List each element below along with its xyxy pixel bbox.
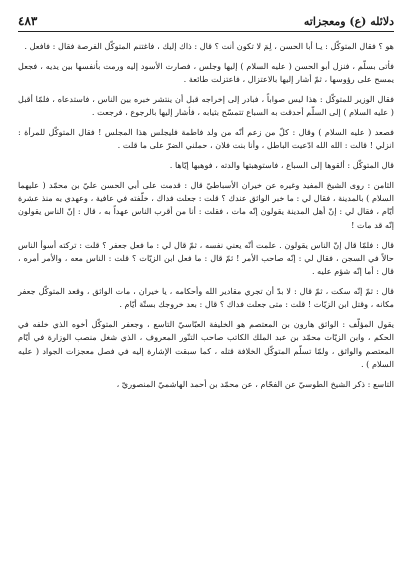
header-rule [18, 31, 394, 32]
paragraph: فقال الوزير للمتوكّل : هذا ليس صواباً ، فبادر إلى إخراجه قبل أن ينتشر خبره بين الناس ، فاستدعاه ، فلمّا أقبل ( عليه السلام ) إلى السلّم أحدقت به السباع تتمسّح بثيابه ، فأشار إليها بالرجوع ، فرجعت . [18, 93, 394, 118]
paragraph: قال المتوكّل : ألقوها إلى السباع ، فاستوهبتها والدته ، فوهبها إيّاها . [169, 160, 394, 171]
paragraph: فصعد ( عليه السلام ) وقال : كلّ من زعم أنّه من ولد فاطمة فليجلس هذا المجلس ! فقال المتوكّل للمرأة : انزلي ! قالت : الله الله ادّعيت الباطل ، وأنا بنت فلان ، حملني الضرّ على ما قلت . [18, 126, 394, 151]
paragraph: قال : فلمّا قال إنّ الناس يقولون . علمت أنّه يعني نفسه ، ثمّ قال لي : ما فعل جعفر ؟ قلت : تركته أسوأ الناس حالاً في السجن ، فقال لي : إنّه صاحب الأمر ! ثمّ قال : ما فعل ابن الزيّات ؟ قلت : الناس معه ، والأمر أمره ، قال : أما إنّه شؤم عليه . [18, 239, 394, 277]
paragraph: فأتى بسلّم ، فنزل أبو الحسن ( عليه السلام ) إليها وجلس ، فصارت الأسود إليه ورمت بأنفسها بين يديه ، فجعل يمسح على رؤوسها ، ثمّ أشار إليها بالاعتزال ، فاعتزلت طائعة . [18, 60, 394, 85]
paragraph: هو ؟ فقال المتوكّل : يـا أبا الحسن ، لِمَ لا تكون أنت ؟ قال : ذاك إليك ، فاغتنم المتوكّل الفرصة فقال : فافعل . [24, 41, 394, 51]
page-number: ٤٨٣ [18, 14, 38, 28]
paragraph: قال : ثمّ إنّه سكت ، ثمّ قال : لا بدّ أن تجري مقادير الله وأحكامه ، يا خيران ، مات الواثق ، وقعد المتوكّل جعفر مكانه ، وقتل ابن الزيّات ! قلت : متى جعلت فداك ؟ قال : بعد خروجك بستّة أيّام . [18, 285, 394, 310]
paragraph: يقول المؤلّف : الواثق هارون بن المعتصم هو الخليفة العبّاسيّ التاسع ، وجعفر المتوكّل أخوه الذي خلفه في الحكم ، وابن الزيّات محمّد بن عبد الملك الكاتب صاحب التنّور المعروف ، الذي شغل منصب الوزارة في أيّام المعتصم والواثق ، ولمّا تسلّم المتوكّل الخلافة قتله ، كما سبقت الإشارة إليه في فصل معجزات الجواد ( عليه السلام ) . [18, 319, 394, 369]
page-body [18, 40, 394, 391]
page-header [18, 8, 394, 28]
paragraph: التاسع : ذكر الشيخ الطوسيّ عن الفحّام ، عن محمّد بن أحمد الهاشميّ المنصوريّ ، [116, 378, 394, 389]
running-title: دلائله (ع) ومعجزاته [303, 15, 394, 28]
paragraph: الثامن : روى الشيخ المفيد وغيره عن خيران الأسباطيّ قال : قدمت على أبي الحسن عليّ بن محمّد ( عليهما السلام ) بالمدينة ، فقال لي : ما خبر الواثق عندك ؟ قلت : جعلت فداك ، خلّفته في عافية ، وعهدي به منذ عشرة أيّام ، فقال لي : إنّ أهل المدينة يقولون إنّه مات ، فقلت : أنا من أقرب الناس عهداً به ، قال : إنّ الناس يقولون إنّه قد مات ! [18, 179, 394, 230]
